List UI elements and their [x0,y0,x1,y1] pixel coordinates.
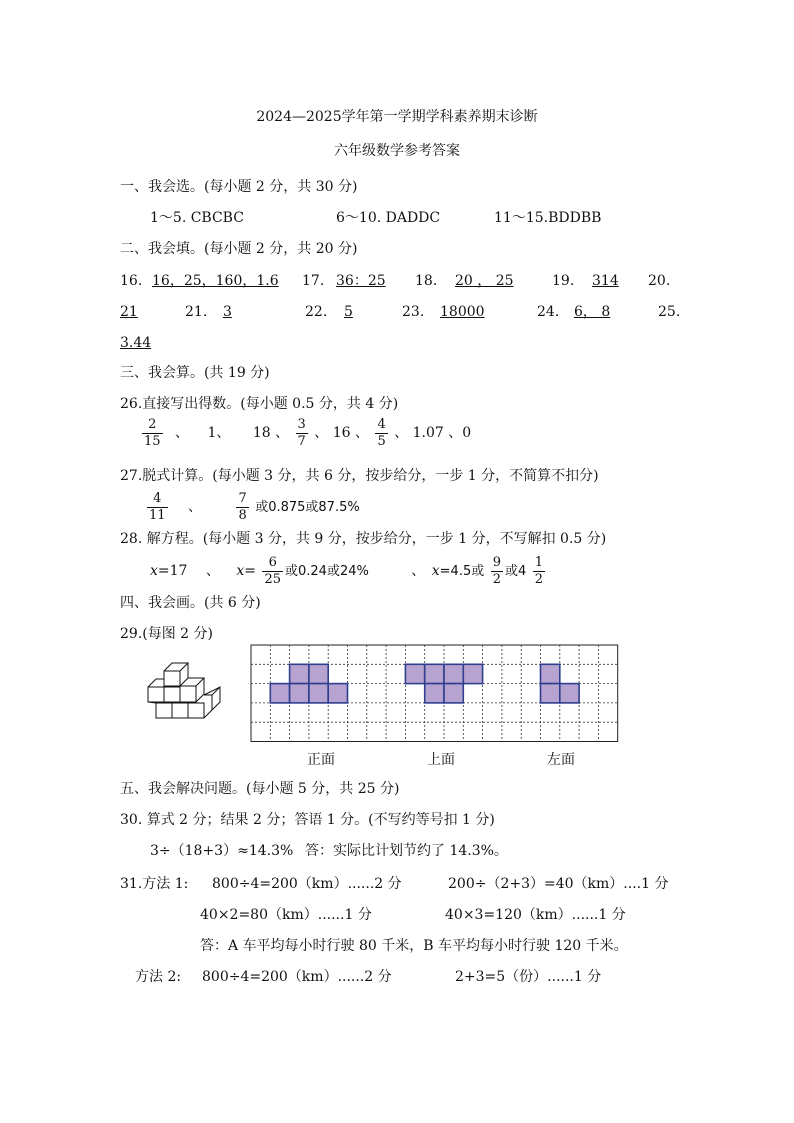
q31-m1-answer: 答：A 车平均每小时行驶 80 千米，B 车平均每小时行驶 120 千米。 [200,938,628,954]
q28-answer-3-or: 或4 [504,564,527,579]
q25-answer: 3.44 [120,335,152,351]
q26-fraction-1: $\frac{2}{15}$ [144,416,161,449]
q31-method-1-label: 31.方法 1: [120,876,189,892]
q31-m1-step-2: 200÷（2+3）=40（km）....1 分 [448,876,669,892]
front-view-cell [270,684,289,703]
section-2-heading: 二、我会填。(每小题 2 分，共 20 分) [120,241,358,257]
q26-answers [140,414,471,452]
q27-fraction-2: $\frac{7}{8}$ [238,490,247,523]
q20-number: 20. [648,273,671,289]
q22-answer: 5 [344,304,353,320]
q21-number: 21. [185,304,208,320]
top-view-cell [463,664,482,683]
q31-m1-step-4: 40×3=120（km）......1 分 [445,907,626,923]
q23-answer: 18000 [440,304,485,320]
front-view-cell [290,664,309,683]
q28-answer-2-tail: 或0.24或24% [285,564,369,579]
side-view-cell [560,684,579,703]
q19-answer: 314 [592,273,619,289]
top-view-cell [425,664,444,683]
q20-answer: 21 [120,304,138,320]
q28-equals: = [244,563,256,579]
variable-x: x [236,563,245,579]
separator: 、 [205,563,220,579]
q16-number: 16. [120,273,143,289]
q26-value-2: 1、 [207,425,231,441]
top-view-cell [425,684,444,703]
q27-answers [145,488,360,527]
page-subtitle: 六年级数学参考答案 [334,143,460,159]
front-view-cell [290,684,309,703]
q24-number: 24. [537,304,560,320]
side-view-label: 左面 [547,752,575,768]
q27-title: 27.脱式计算。(每小题 3 分，共 6 分，按步给分，一步 1 分，不简算不扣分) [120,468,599,484]
q21-answer: 3 [223,304,232,320]
q16-answer: 16，25，160，1.6 [152,273,279,289]
q30-expression: 3÷（18+3）≈14.3% [150,843,294,859]
front-view-label: 正面 [307,752,335,768]
section-4-heading: 四、我会画。(共 6 分) [120,595,261,611]
q28-title: 28. 解方程。(每小题 3 分，共 9 分，按步给分，一步 1 分，不写解扣 0.5 分) [120,531,607,547]
answer-11-15: 11～15.BDDBB [494,210,602,226]
section-3-heading: 三、我会算。(共 19 分) [120,365,270,381]
front-view-cell [309,684,328,703]
q26-fraction-2: $\frac{3}{7}$ [297,416,306,449]
separator: 、 [411,563,426,579]
q18-number: 18. [415,273,438,289]
top-view-cell [405,664,424,683]
q26-value-5: 、 1.07 、0 [394,425,472,441]
q18-answer: 20 ， 25 [455,273,514,289]
side-view-cell [541,684,560,703]
q28-fraction-1: $\frac{6}{25}$ [264,554,281,587]
top-view-cell [444,664,463,683]
q30-answer: 答：实际比计划节约了 14.3%。 [305,843,508,859]
q31-m1-step-1: 800÷4=200（km）......2 分 [212,876,402,892]
answer-1-5: 1～5. CBCBC [150,210,244,226]
q26-value-4: 、 16 、 [314,425,369,441]
q26-value-3: 18 、 [252,425,290,441]
q31-m2-step-2: 2+3=5（份）......1 分 [455,969,602,985]
front-view-cell [328,684,347,703]
separator: 、 [188,499,202,515]
q25-number: 25. [658,304,681,320]
q26-fraction-3: $\frac{4}{5}$ [377,416,386,449]
q29-title: 29.(每图 2 分) [120,626,213,642]
q24-answer: 6， 8 [574,304,611,320]
q26-title: 26.直接写出得数。(每小题 0.5 分，共 4 分) [120,396,399,412]
page-title: 2024—2025学年第一学期学科素养期末诊断 [256,109,538,125]
q27-answer-tail: 或0.875或87.5% [255,500,360,515]
variable-x: x [150,563,158,579]
top-view-cell [444,684,463,703]
q17-answer: 36：25 [336,273,386,289]
q28-answer-3: =4.5或 [439,564,485,579]
separator: 、 [175,425,189,441]
q17-number: 17. [302,273,325,289]
section-5-heading: 五、我会解决问题。(每小题 5 分，共 25 分) [120,781,400,797]
variable-x: x [431,563,440,579]
q30-scoring: 30. 算式 2 分；结果 2 分；答语 1 分。(不写约等号扣 1 分) [120,812,495,828]
q28-fraction-2: $\frac{9}{2}$ [492,554,501,587]
q23-number: 23. [402,304,425,320]
front-view-cell [309,664,328,683]
q28-fraction-3: $\frac{1}{2}$ [534,554,543,587]
side-view-cell [541,664,560,683]
q27-fraction-1: $\frac{4}{11}$ [149,490,166,523]
q31-method-2-label: 方法 2: [135,969,182,985]
cube-stack-figure [140,655,240,719]
answer-6-10: 6～10. DADDC [336,210,441,226]
section-1-heading: 一、我会选。(每小题 2 分，共 30 分) [120,179,358,195]
q22-number: 22. [305,304,328,320]
q19-number: 19. [552,273,575,289]
q28-answers [150,552,547,591]
top-view-label: 上面 [427,752,455,768]
q31-m2-step-1: 800÷4=200（km）......2 分 [202,969,392,985]
q31-m1-step-3: 40×2=80（km）......1 分 [200,907,372,923]
three-view-grid [250,644,622,744]
q28-answer-1: =17 [157,563,188,579]
